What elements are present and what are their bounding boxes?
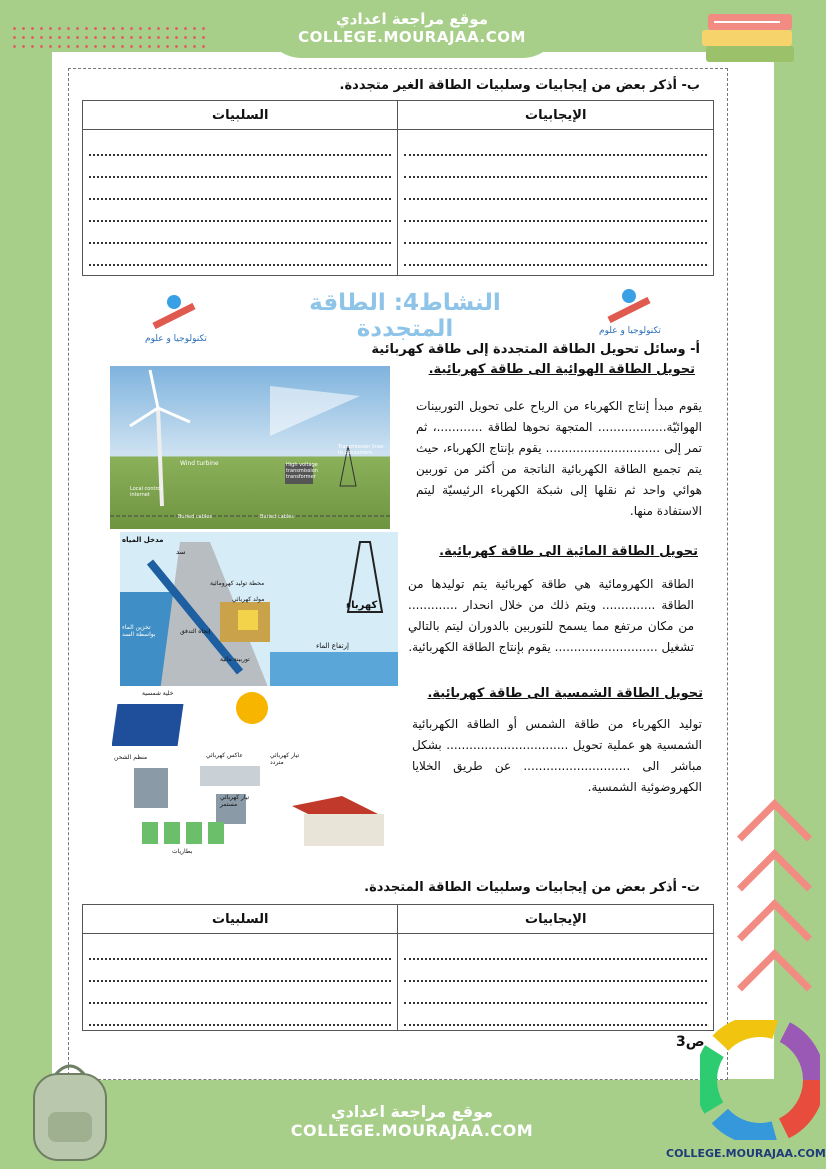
activity-title: النشاط4: الطاقة المتجددة xyxy=(309,290,501,342)
frame-left xyxy=(0,0,52,1169)
hydro-label-generator: مولد كهربائي xyxy=(232,596,265,603)
solar-label-inverter: عاكس كهربائي xyxy=(206,752,243,759)
solar-label-dc: تيار كهربائي مستمر xyxy=(220,794,250,808)
decorative-dots xyxy=(10,24,210,54)
solar-system-image xyxy=(112,686,412,862)
hydro-label-height: إرتفاع الماء xyxy=(316,642,349,650)
header-site-en: COLLEGE.MOURAJAA.COM xyxy=(298,28,526,46)
table-t-negatives-cell[interactable] xyxy=(83,934,398,1031)
hydro-label-inlet: مدخل المياه xyxy=(122,536,164,544)
part-a-title: أ- وسائل تحويل الطاقة المتجددة إلى طاقة كهربائية xyxy=(371,342,700,357)
logo-text-left: تكنولوجيا و علوم xyxy=(145,334,207,344)
hydro-label-electricity: كهرباء xyxy=(346,600,378,611)
header-banner[interactable] xyxy=(262,0,562,58)
table-t-positives-header: الإيجابيات xyxy=(398,905,714,934)
wind-label-cables2: Buried cables xyxy=(260,514,294,520)
table-b-negatives-cell[interactable] xyxy=(83,130,398,276)
table-b xyxy=(82,100,714,276)
wind-heading: تحويل الطاقة الهوائية الى طاقة كهربائية. xyxy=(428,362,695,377)
footer-site-en: COLLEGE.MOURAJAA.COM xyxy=(290,1121,534,1140)
hydro-paragraph: الطاقة الكهرومائية هي طاقة كهربائية يتم توليدها من الطاقة .............. ويتم ذلك من خلال انحدار ............. من مكان مرتفع مما يسمح للتوربين بالدوران ليتم بالتالي تشغيل ........................... يقوم بإنتاج الطاقة الكهربائية. xyxy=(408,577,694,654)
solar-label-regulator: منظم الشحن xyxy=(114,754,148,761)
wind-label-lines: Transmission lines to consumers xyxy=(338,444,384,456)
table-b-positives-cell[interactable] xyxy=(398,130,714,276)
table-t-positives-cell[interactable] xyxy=(398,934,714,1031)
footer-brand[interactable]: COLLEGE.MOURAJAA.COM xyxy=(666,1147,826,1160)
footer-banner[interactable] xyxy=(262,1088,562,1169)
hydro-label-turbine: توربينة مائية xyxy=(220,656,250,663)
hydro-label-station: محطة توليد كهرومائية xyxy=(210,580,265,587)
hydro-label-dam: سد xyxy=(176,548,186,556)
question-b: ب- أذكر بعض من إيجابيات وسلبيات الطاقة الغير متجددة. xyxy=(339,78,700,93)
page-number: ص3 xyxy=(676,1034,705,1050)
backpack-icon xyxy=(20,1058,120,1163)
solar-label-ac: تيار كهربائي متردد xyxy=(270,752,300,766)
education-wheel-icon xyxy=(700,1020,820,1140)
table-t xyxy=(82,904,714,1031)
wind-label-control: Local control internet xyxy=(130,486,162,498)
table-b-positives-header: الإيجابيات xyxy=(398,101,714,130)
question-t: ت- أذكر بعض من إيجابيات وسلبيات الطاقة المتجددة. xyxy=(364,880,700,895)
hydro-heading: تحويل الطاقة المائية الى طاقة كهربائية. xyxy=(439,544,698,559)
hydro-label-flow: إتجاه التدفق xyxy=(180,628,211,635)
solar-label-cell: خلية شمسية xyxy=(142,690,174,697)
wind-turbine-image xyxy=(110,366,390,529)
wind-label-transformer: High voltage transmission transformer xyxy=(286,462,318,480)
solar-label-batteries: بطاريات xyxy=(172,848,193,855)
solar-heading: تحويل الطاقة الشمسية الى طاقة كهربائية. xyxy=(427,686,703,701)
robot-pencil-icon xyxy=(150,292,200,332)
header-site-ar: موقع مراجعة اعدادي xyxy=(336,10,488,28)
wind-label-turbine: Wind turbine xyxy=(180,460,219,467)
wind-paragraph: يقوم مبدأ إنتاج الكهرباء من الرياح على تحويل التوربينات الهوائيّة.................. المتجهة نحوها لطاقة ............، ثم تمر إلى .............................. يقوم بإنتاج الكهرباء، حيث يتم تجميع الطاقة الكهربائية الناتجة من أكثر من توربين هوائي واحد ثم نقلها إلى شبكة الكهرباء الرئيسيّة ليتم الاستفادة منها. xyxy=(416,399,702,518)
table-b-negatives-header: السلبيات xyxy=(83,101,398,130)
wind-label-cables1: Buried cables xyxy=(178,514,212,520)
footer-site-ar: موقع مراجعة اعدادي xyxy=(330,1102,494,1121)
solar-paragraph: توليد الكهرباء من طاقة الشمس أو الطاقة الكهربائية الشمسية هو عملية تحويل ................................ بشكل مباشر الى ............................ عن طريق الخلايا الكهروضوئية الشمسية. xyxy=(412,717,702,794)
books-icon xyxy=(700,10,800,70)
hydro-label-storage: تخزين الماء بواسطة السد xyxy=(122,624,156,638)
table-t-negatives-header: السلبيات xyxy=(83,905,398,934)
hydro-dam-image xyxy=(120,532,398,692)
robot-pencil-icon xyxy=(605,286,655,326)
logo-text-right: تكنولوجيا و علوم xyxy=(599,326,661,336)
